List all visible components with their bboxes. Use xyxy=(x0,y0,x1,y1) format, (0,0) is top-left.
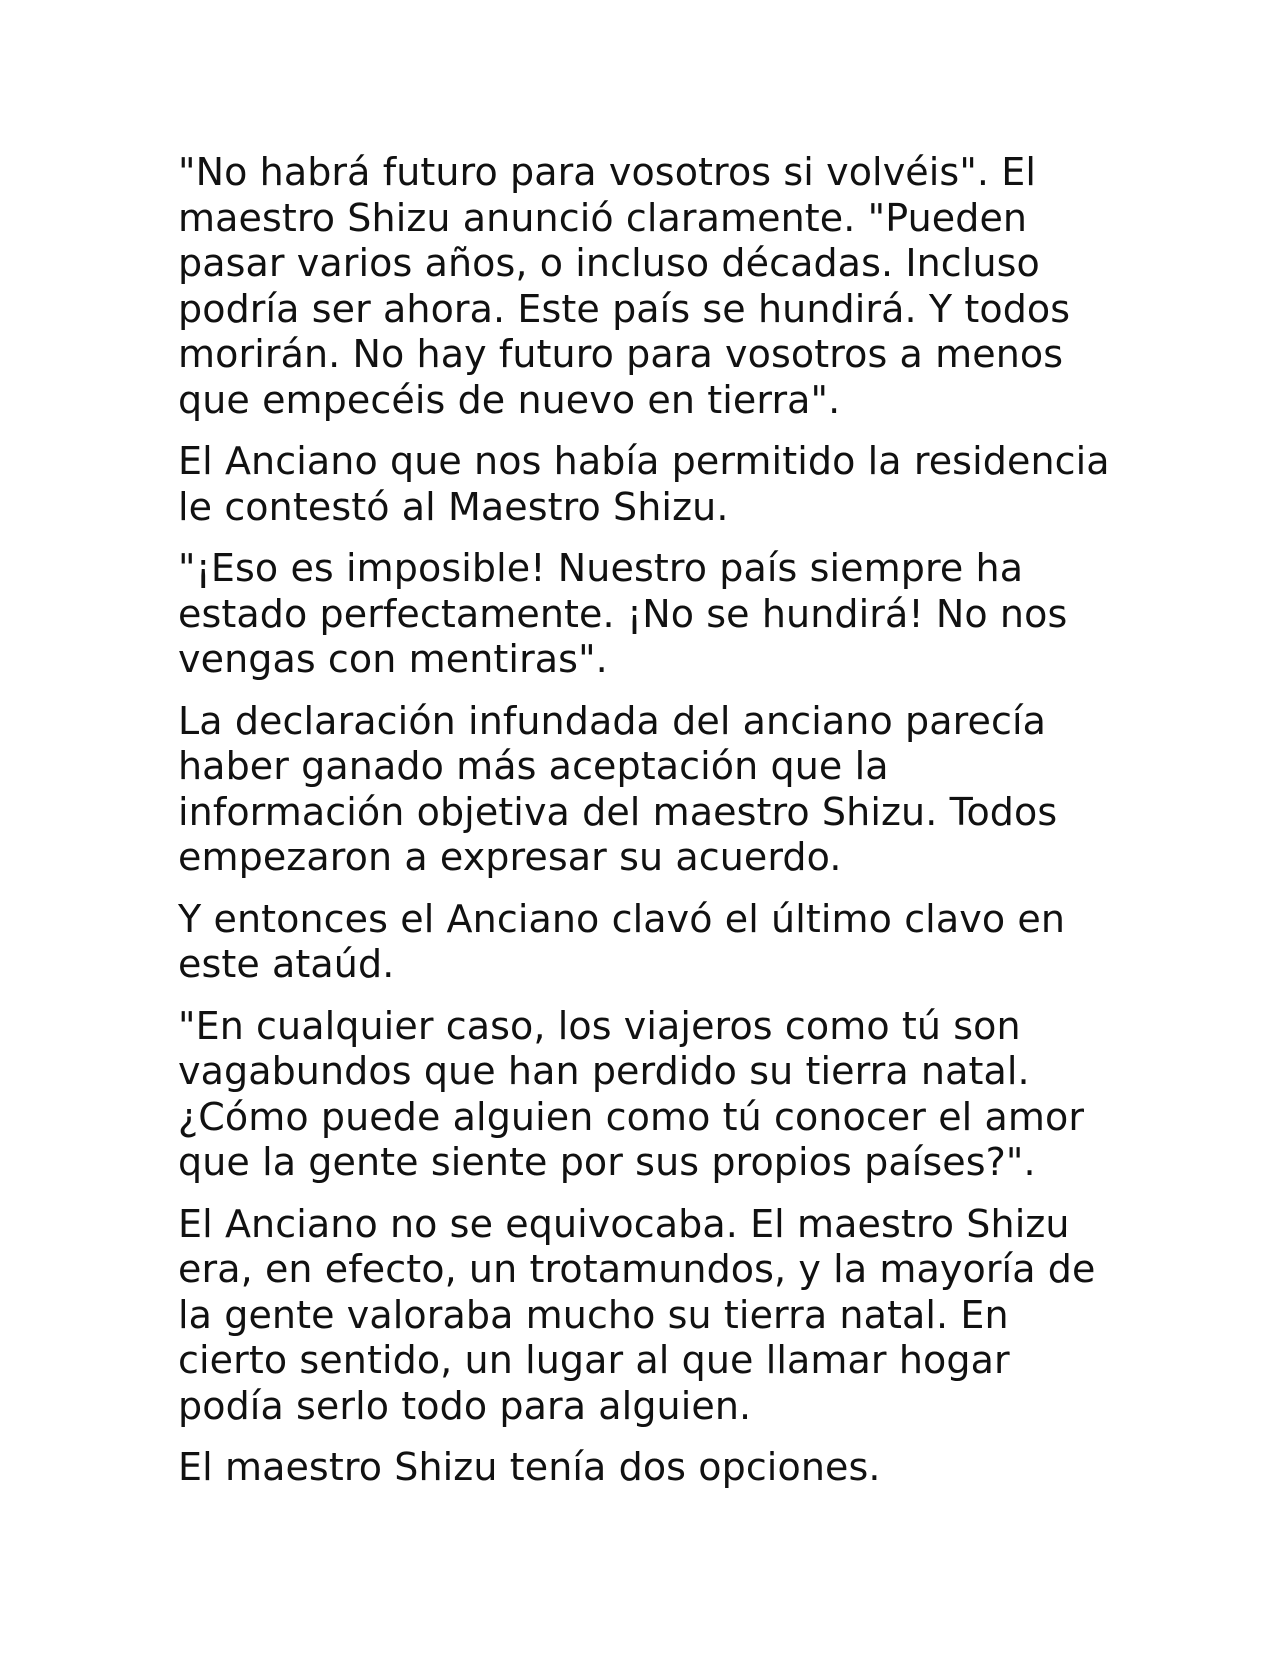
text-line: El Anciano no se equivocaba. El maestro Shizu xyxy=(178,1201,1070,1246)
text-line: "No habrá futuro para vosotros si volvéis". El xyxy=(178,150,1037,194)
text-line: El maestro Shizu tenía dos opciones. xyxy=(178,1445,881,1489)
paragraph-3 xyxy=(178,546,1118,683)
text-line: que empecéis de nuevo en tierra". xyxy=(178,377,841,422)
paragraph-2 xyxy=(178,439,1118,530)
text-line: la gente valoraba mucho su tierra natal. En xyxy=(178,1292,1009,1337)
text-line: pasar varios años, o incluso décadas. Incluso xyxy=(178,241,1040,285)
text-line: le contestó al Maestro Shizu. xyxy=(178,484,729,529)
text-line: morirán. No hay futuro para vosotros a menos xyxy=(178,332,1064,376)
paragraph-4 xyxy=(178,699,1118,881)
text-line: información objetiva del maestro Shizu. Todos xyxy=(178,789,1058,834)
paragraph-7 xyxy=(178,1202,1118,1430)
text-line: este ataúd. xyxy=(178,942,395,986)
text-line: cierto sentido, un lugar al que llamar hogar xyxy=(178,1338,1010,1382)
text-line: maestro Shizu anunció claramente. "Pueden xyxy=(178,195,1028,240)
text-line: vagabundos que han perdido su tierra natal. xyxy=(178,1049,1030,1093)
text-line: estado perfectamente. ¡No se hundirá! No nos xyxy=(178,591,1068,636)
text-line: era, en efecto, un trotamundos, y la mayoría de xyxy=(178,1247,1096,1291)
body-text xyxy=(178,150,1118,1507)
text-line: El Anciano que nos había permitido la residencia xyxy=(178,439,1110,483)
text-line: vengas con mentiras". xyxy=(178,637,608,681)
text-line: ¿Cómo puede alguien como tú conocer el amor xyxy=(178,1094,1085,1139)
paragraph-5 xyxy=(178,897,1118,988)
paragraph-1 xyxy=(178,150,1118,423)
text-line: "En cualquier caso, los viajeros como tú son xyxy=(178,1003,1021,1048)
text-line: empezaron a expresar su acuerdo. xyxy=(178,835,842,879)
text-line: La declaración infundada del anciano parecía xyxy=(178,698,1046,743)
paragraph-8 xyxy=(178,1445,1118,1491)
text-line: "¡Eso es imposible! Nuestro país siempre ha xyxy=(178,546,1024,590)
text-line: podía serlo todo para alguien. xyxy=(178,1383,752,1428)
paragraph-6 xyxy=(178,1004,1118,1186)
text-line: Y entonces el Anciano clavó el último clavo en xyxy=(178,896,1066,941)
text-line: que la gente siente por sus propios países?". xyxy=(178,1140,1036,1184)
text-line: haber ganado más aceptación que la xyxy=(178,744,889,788)
text-line: podría ser ahora. Este país se hundirá. Y todos xyxy=(178,286,1071,331)
